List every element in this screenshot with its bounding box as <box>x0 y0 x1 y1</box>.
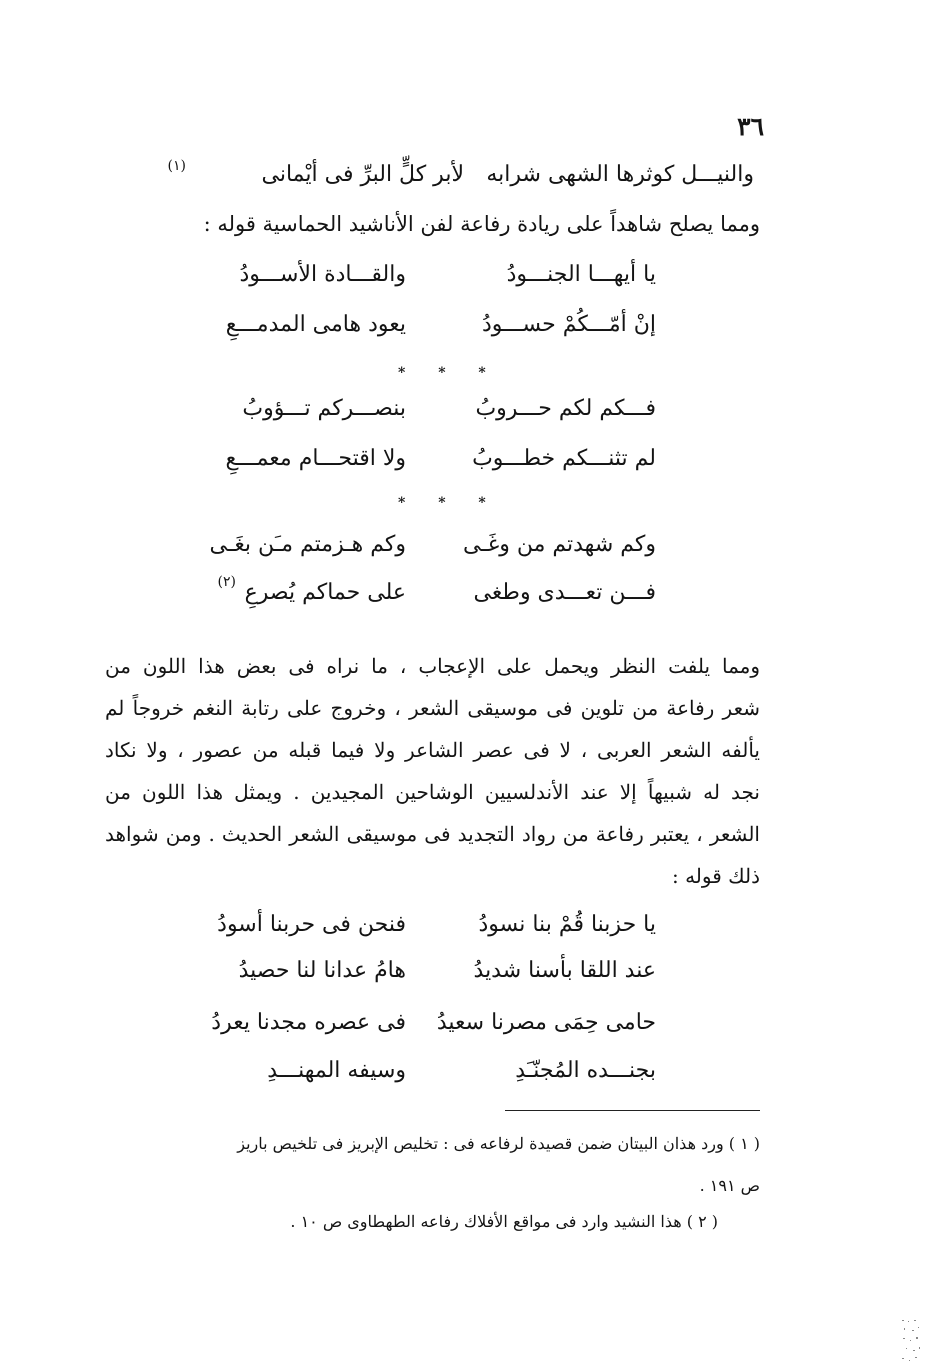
anthem1-s3-l1-left: وكم هـزمتم مـَن بغَـى <box>209 532 406 557</box>
paragraph-line-4: نجد له شبيهاً إلا عند الأندلسيين الوشاحين المجيدين . ويمثل هذا اللون من <box>105 780 760 804</box>
anthem2-l4-right: بجنـــده المُجنّـَدِ <box>515 1058 656 1083</box>
anthem2-l4-left: وسيفه المهنـــدِ <box>267 1058 406 1083</box>
anthem2-l3-left: فى عصره مجدنا يعردُ <box>211 1010 406 1035</box>
anthem1-s3-l1-right: وكم شهدتم من وغَـى <box>462 532 656 557</box>
footnote-marker-2: (٢) <box>217 574 236 590</box>
anthem2-l1-left: فنحن فى حربنا أسودُ <box>217 912 406 937</box>
intro-verse-right-hemistich: والنيـــل كوثرها الشهى شرابه <box>486 162 754 187</box>
anthem1-s3-l2-left: على حماكم يُصرعِ <box>244 580 406 605</box>
anthem1-s1-l1-left: والقـــادة الأســـودُ <box>239 262 406 287</box>
paragraph-line-6: ذلك قوله : <box>671 864 760 888</box>
anthem1-s3-l2-right: فـــن تعـــدى وطغى <box>473 580 656 605</box>
anthem1-s2-l2-right: لم تثنـــكم خطـــوبُ <box>472 446 656 471</box>
footnote-separator-rule <box>505 1110 760 1111</box>
anthem1-s1-l1-right: يا أيهـــا الجنـــودُ <box>506 262 656 287</box>
anthem2-l2-right: عند اللقا بأسنا شديدُ <box>473 958 656 983</box>
stanza-separator-1: * * * <box>398 365 500 381</box>
anthem1-s2-l1-right: فـــكم لكم حـــروبُ <box>475 396 656 421</box>
footnote-1-line-1: ( ١ ) ورد هذان البيتان ضمن قصيدة لرفاعه فى : تخليص الإبريز فى تلخيص باريز <box>237 1134 760 1153</box>
intro-prose-line: ومما يصلح شاهداً على ريادة رفاعة لفن الأناشيد الحماسية قوله : <box>203 212 760 236</box>
anthem2-l3-right: حامى حِمَى مصرنا سعيدُ <box>436 1010 656 1035</box>
footnote-2: ( ٢ ) هذا النشيد وارد فى مواقع الأفلاك رفاعه الطهطاوى ص ١٠ . <box>290 1212 718 1231</box>
scan-speckle-marks <box>900 1318 924 1366</box>
paragraph-line-5: الشعر ، يعتبر رفاعة من رواد التجديد فى موسيقى الشعر الحديث . ومن شواهد <box>105 822 760 846</box>
anthem2-l2-left: هامُ عدانا لنا حصيدُ <box>238 958 406 983</box>
intro-verse-left-hemistich: لأبر كلٍّ البرِّ فى أيْمانى <box>261 162 464 187</box>
anthem1-s1-l2-left: يعود هامى المدمـــعِ <box>225 312 406 337</box>
anthem1-s2-l1-left: بنصـــركم تـــؤوبُ <box>242 396 406 421</box>
anthem1-s1-l2-right: إنْ أمّـــكُمْ حســـودُ <box>481 312 656 337</box>
footnote-marker-1: (١) <box>167 158 186 174</box>
page-number: ٣٦ <box>737 112 764 141</box>
anthem2-l1-right: يا حزبنا قُمْ بنا نسودُ <box>478 912 656 937</box>
paragraph-line-2: شعر رفاعة من تلوين فى موسيقى الشعر ، وخروج على رتابة النغم خروجاً لم <box>105 696 760 720</box>
paragraph-line-1: ومما يلفت النظر ويحمل على الإعجاب ، ما نراه فى بعض هذا اللون من <box>105 654 760 678</box>
footnote-1-line-2: ص ١٩١ . <box>699 1176 760 1195</box>
anthem1-s2-l2-left: ولا اقتحـــام معمـــعِ <box>225 446 406 471</box>
stanza-separator-2: * * * <box>398 495 500 511</box>
paragraph-line-3: يألفه الشعر العربى ، لا فى عصر الشاعر ولا فيما قبله من عصور ، ولا نكاد <box>105 738 760 762</box>
